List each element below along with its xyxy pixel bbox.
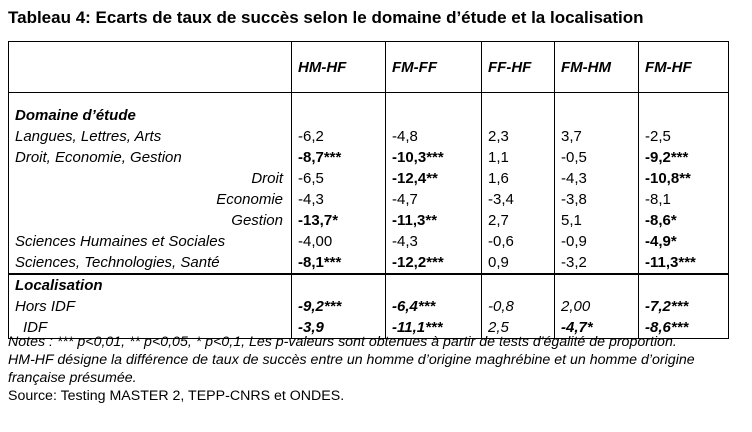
cell: 0,9	[482, 252, 555, 274]
section-row	[9, 274, 729, 296]
cell: -8,6***	[639, 317, 729, 339]
cell: 2,5	[482, 317, 555, 339]
cell: -11,3**	[386, 210, 482, 231]
cell: -12,4**	[386, 168, 482, 189]
notes-definition: HM-HF désigne la différence de taux de succès entre un homme d’origine maghrébine et un homme d’origine française présumée.	[8, 352, 695, 386]
cell: -4,9*	[639, 231, 729, 252]
cell: -0,6	[482, 231, 555, 252]
table-row	[9, 147, 729, 168]
table-row	[9, 296, 729, 317]
cell: -9,2***	[639, 147, 729, 168]
cell: 1,1	[482, 147, 555, 168]
cell: -8,6*	[639, 210, 729, 231]
row-label: Droit	[9, 168, 292, 189]
table-row	[9, 126, 729, 147]
cell: -0,5	[555, 147, 639, 168]
cell: -13,7*	[292, 210, 386, 231]
cell: -6,4***	[386, 296, 482, 317]
table-row	[9, 252, 729, 274]
cell: 2,3	[482, 126, 555, 147]
section-title-localisation: Localisation	[9, 274, 292, 296]
cell: -9,2***	[292, 296, 386, 317]
row-label: Droit, Economie, Gestion	[9, 147, 292, 168]
row-label: Langues, Lettres, Arts	[9, 126, 292, 147]
table-row	[9, 231, 729, 252]
cell: -4,00	[292, 231, 386, 252]
section-row	[9, 105, 729, 126]
col-header: HM-HF	[292, 42, 386, 93]
cell: -7,2***	[639, 296, 729, 317]
table-row	[9, 189, 729, 210]
row-label: Economie	[9, 189, 292, 210]
cell: -3,2	[555, 252, 639, 274]
table-notes	[8, 333, 746, 405]
cell: -8,7***	[292, 147, 386, 168]
results-table	[8, 41, 729, 339]
cell: -0,9	[555, 231, 639, 252]
source-line: Source: Testing MASTER 2, TEPP-CNRS et ONDES.	[8, 388, 345, 404]
cell: -3,8	[555, 189, 639, 210]
cell: 5,1	[555, 210, 639, 231]
row-label: Sciences, Technologies, Santé	[9, 252, 292, 274]
cell: -12,2***	[386, 252, 482, 274]
table-row	[9, 168, 729, 189]
row-label: Gestion	[9, 210, 292, 231]
cell: -11,1***	[386, 317, 482, 339]
cell: -6,2	[292, 126, 386, 147]
col-header: FF-HF	[482, 42, 555, 93]
col-header: FM-HF	[639, 42, 729, 93]
row-label: Sciences Humaines et Sociales	[9, 231, 292, 252]
cell: -4,3	[555, 168, 639, 189]
cell: -11,3***	[639, 252, 729, 274]
cell: -3,4	[482, 189, 555, 210]
table-title: Tableau 4: Ecarts de taux de succès selon le domaine d’étude et la localisation	[8, 8, 644, 27]
header-row	[9, 42, 729, 93]
cell: 2,00	[555, 296, 639, 317]
col-header: FM-HM	[555, 42, 639, 93]
cell: -4,8	[386, 126, 482, 147]
table-row	[9, 210, 729, 231]
cell: -4,7*	[555, 317, 639, 339]
notes-significance: Notes : *** p<0,01, ** p<0,05, * p<0,1, Les p-valeurs sont obtenues à partir de tests d'égalité de proportion.	[8, 334, 677, 350]
cell: -8,1	[639, 189, 729, 210]
section-title-domaine: Domaine d’étude	[9, 105, 292, 126]
cell: -3,9	[292, 317, 386, 339]
cell: -0,8	[482, 296, 555, 317]
cell: -8,1***	[292, 252, 386, 274]
cell: 3,7	[555, 126, 639, 147]
header-empty	[9, 42, 292, 93]
row-label: Hors IDF	[9, 296, 292, 317]
spacer-row	[9, 93, 729, 106]
cell: 2,7	[482, 210, 555, 231]
cell: 1,6	[482, 168, 555, 189]
cell: -10,3***	[386, 147, 482, 168]
cell: -10,8**	[639, 168, 729, 189]
row-label: IDF	[9, 317, 292, 339]
cell: -6,5	[292, 168, 386, 189]
cell: -4,3	[386, 231, 482, 252]
cell: -4,3	[292, 189, 386, 210]
cell: -2,5	[639, 126, 729, 147]
cell: -4,7	[386, 189, 482, 210]
col-header: FM-FF	[386, 42, 482, 93]
